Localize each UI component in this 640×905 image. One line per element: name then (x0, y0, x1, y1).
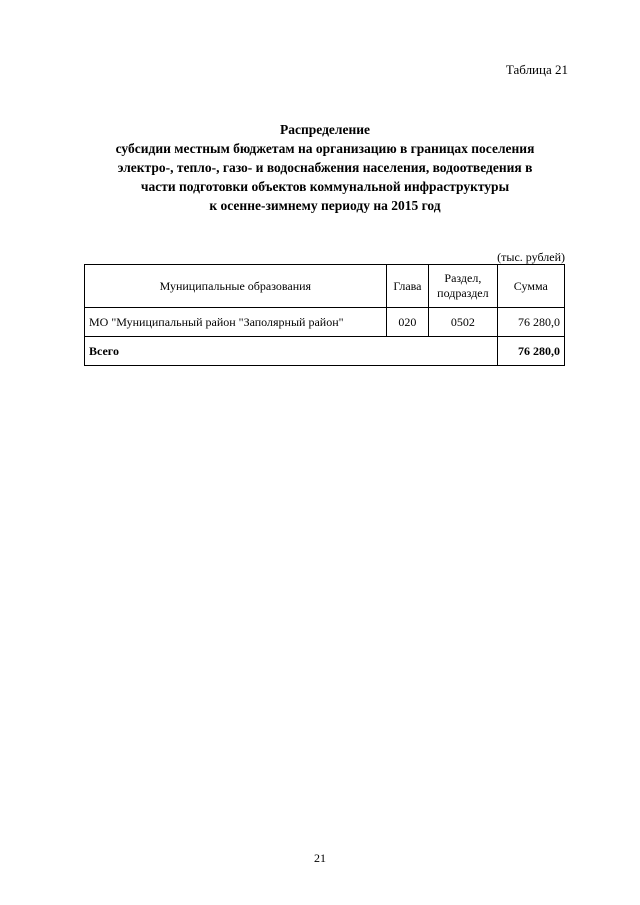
subsidy-table (84, 264, 565, 366)
title-line: Распределение (279, 122, 371, 137)
table-row (85, 308, 565, 337)
total-label: Всего (85, 337, 498, 366)
header-razdel-line1: Раздел, (444, 271, 482, 285)
total-row (85, 337, 565, 366)
cell-summa: 76 280,0 (497, 308, 564, 337)
header-razdel (429, 265, 497, 308)
title-line: электро-, тепло-, газо- и водоснабжения населения, водоотведения в (117, 160, 533, 175)
document-title (60, 120, 590, 215)
header-summa: Сумма (497, 265, 564, 308)
page-number: 21 (314, 851, 326, 865)
cell-municipality: МО "Муниципальный район "Заполярный район" (85, 308, 387, 337)
cell-glava: 020 (386, 308, 429, 337)
title-line: к осенне-зимнему периоду на 2015 год (209, 198, 441, 213)
title-line: субсидии местным бюджетам на организацию в границах поселения (115, 141, 535, 156)
title-line: части подготовки объектов коммунальной инфраструктуры (140, 179, 510, 194)
table-number: Таблица 21 (505, 62, 568, 77)
cell-razdel: 0502 (429, 308, 497, 337)
header-razdel-line2: подраздел (437, 286, 489, 300)
total-summa: 76 280,0 (497, 337, 564, 366)
header-glava: Глава (386, 265, 429, 308)
header-municipality: Муниципальные образования (85, 265, 387, 308)
table-header-row (85, 265, 565, 308)
units-label: (тыс. рублей) (497, 250, 565, 264)
